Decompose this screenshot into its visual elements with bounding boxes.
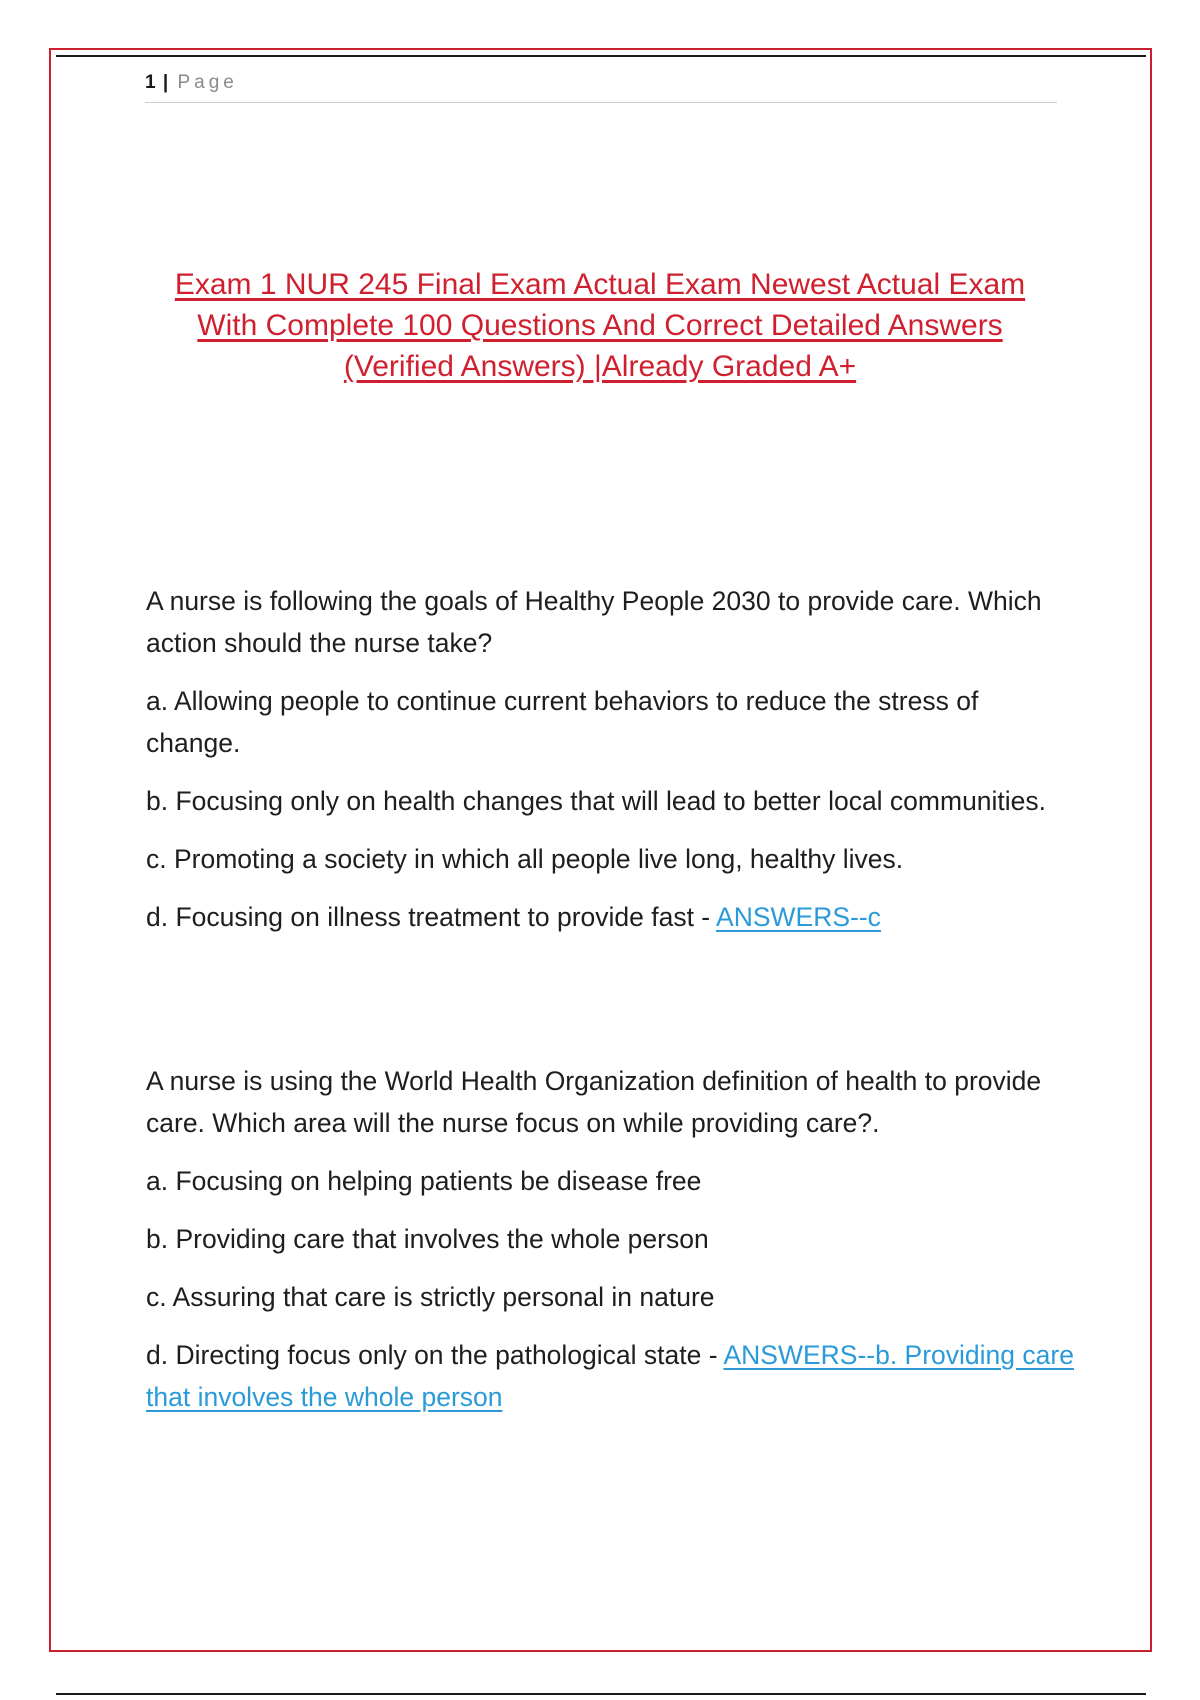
option-d (146, 1334, 1076, 1418)
page-header (145, 72, 1057, 103)
option-d-text: d. Directing focus only on the pathological state - (146, 1340, 724, 1370)
option-a: a. Focusing on helping patients be disease free (146, 1166, 702, 1196)
option-c: c. Assuring that care is strictly personal in nature (146, 1282, 715, 1312)
answer-link[interactable]: ANSWERS--b. Providing care that involves the whole person (146, 1340, 1074, 1412)
option-d-text: d. Focusing on illness treatment to provide fast - (146, 902, 717, 932)
question-stem: A nurse is following the goals of Healthy People 2030 to provide care. Which action should the nurse take? (146, 586, 1042, 658)
title-line-2: With Complete 100 Questions And Correct Detailed Answers (197, 309, 1003, 342)
document-title (120, 264, 1080, 387)
question-1 (146, 580, 1076, 954)
title-line-1: Exam 1 NUR 245 Final Exam Actual Exam Newest Actual Exam (174, 268, 1026, 301)
page-label: Page (177, 72, 238, 93)
top-rule (56, 55, 1146, 57)
question-2 (146, 1060, 1076, 1434)
option-c: c. Promoting a society in which all people live long, healthy lives. (146, 844, 904, 874)
bottom-rule (56, 1693, 1146, 1695)
option-b: b. Focusing only on health changes that will lead to better local communities. (146, 786, 1047, 816)
page-number: 1 (145, 72, 156, 93)
option-b: b. Providing care that involves the whole person (146, 1224, 709, 1254)
option-d (146, 896, 1076, 938)
title-line-3: (Verified Answers) |Already Graded A+ (343, 350, 857, 383)
page-separator: | (162, 72, 169, 93)
option-a: a. Allowing people to continue current behaviors to reduce the stress of change. (146, 686, 979, 758)
question-stem: A nurse is using the World Health Organization definition of health to provide care. Which area will the nurse focus on while providing care?. (146, 1066, 1042, 1138)
answer-link[interactable]: ANSWERS--c (716, 902, 881, 932)
